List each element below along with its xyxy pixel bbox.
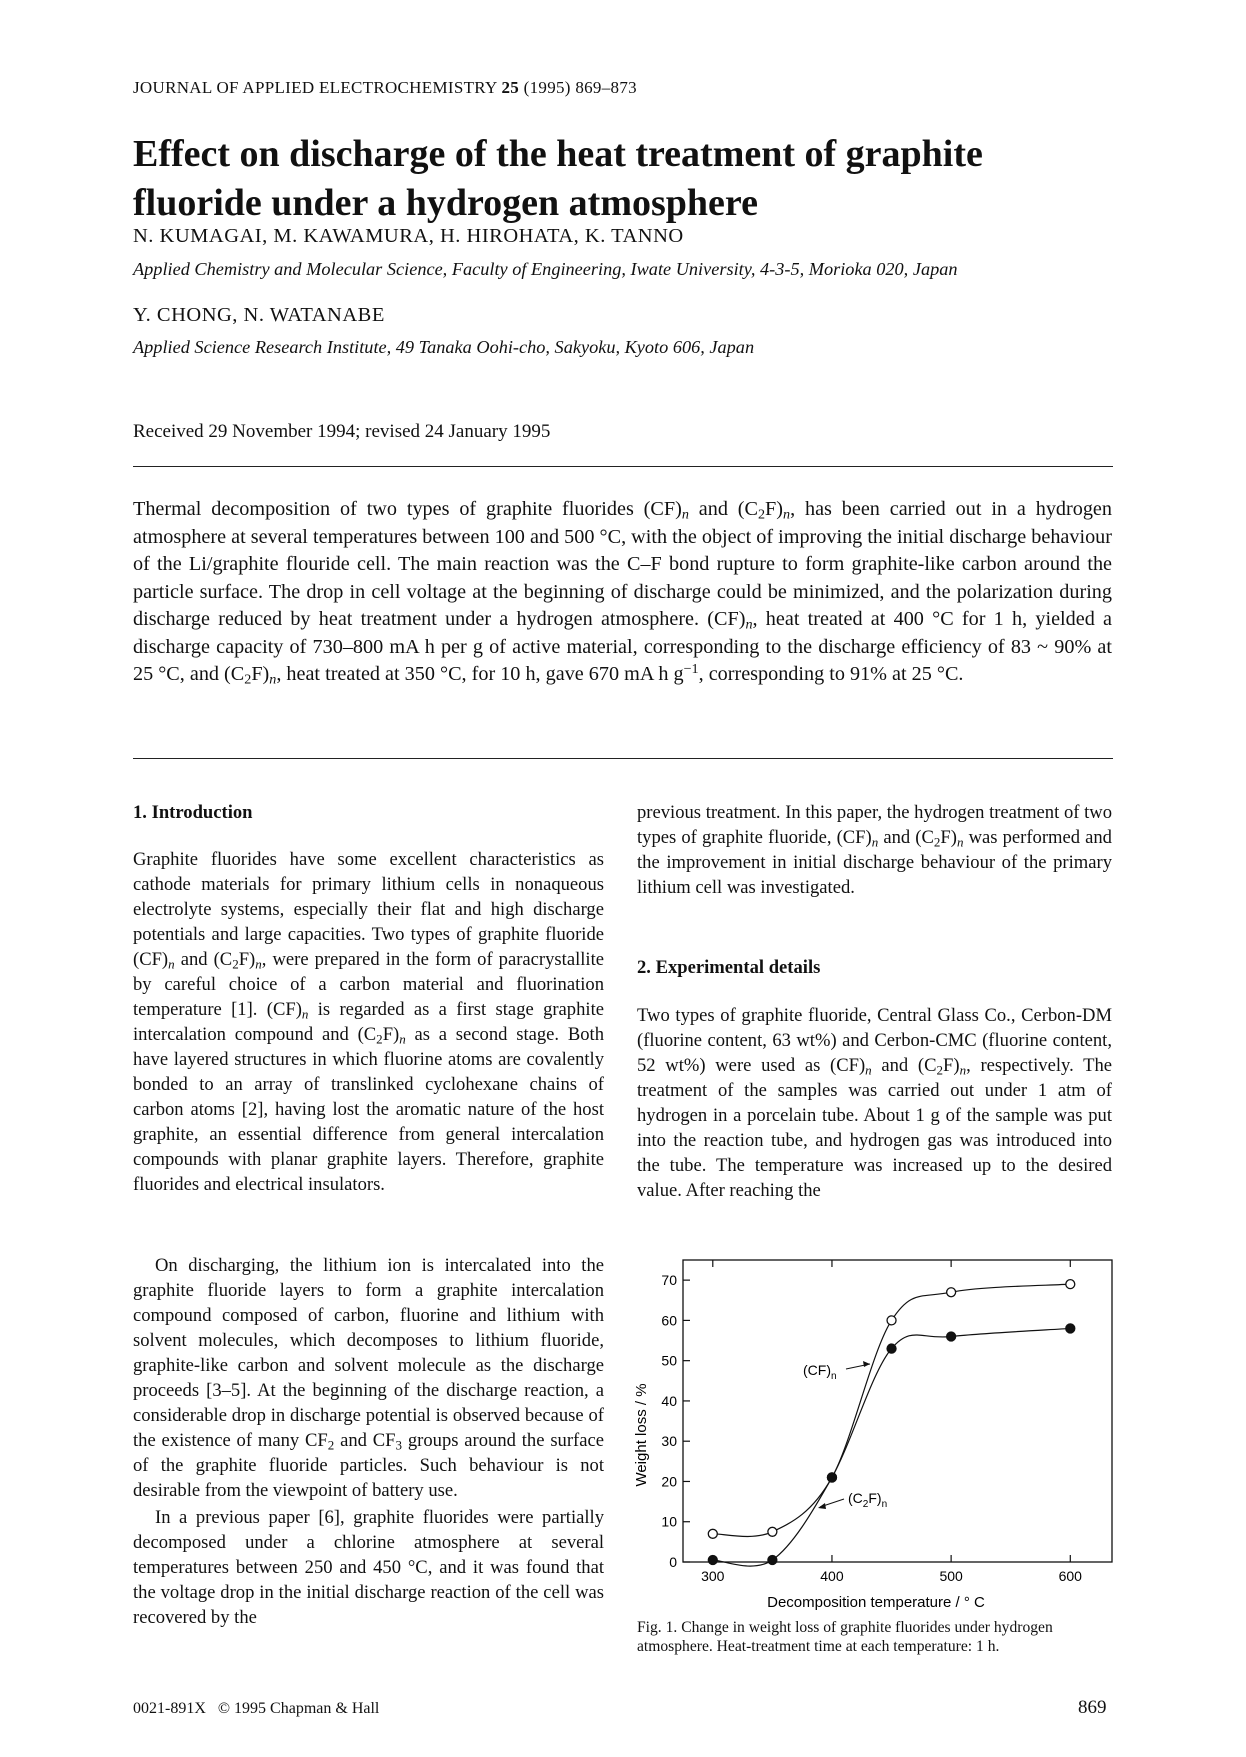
y-tick-label: 70 — [661, 1272, 677, 1289]
figure-caption: Fig. 1. Change in weight loss of graphite fluorides under hydrogen atmosphere. Heat-treatment time at each temperature: 1 h. — [637, 1619, 1053, 1655]
intro-paragraph-1: Graphite fluorides have some excellent characteristics as cathode materials for primary lithium cells in nonaqueous electrolyte systems, especially their flat and high discharge potentials and large capacities. Two types of graphite fluoride $(CF)_n$ and $(C_2F)_n$, were prepared in the form of paracrystallite by careful choice of a carbon material and fluorination temperature [1]. $(CF)_n$ is regarded as a first stage graphite intercalation compound and $(C_2F)_n$ as a second stage. Both have layered structures in which fluorine atoms are covalently bonded to an array of translinked cyclohexane chains of carbon atoms [2], having lost the aromatic nature of the host graphite, an essential difference from general intercalation compounds with planar graphite layers. Therefore, graphite fluorides and electrical insulators. — [133, 849, 604, 1195]
data-point-s1-2 — [827, 1473, 836, 1482]
data-point-s0-3 — [887, 1316, 896, 1325]
footer-copyright: 0021-891X © 1995 Chapman & Hall — [133, 1700, 380, 1717]
plot-frame — [683, 1260, 1112, 1562]
right-paragraph-1: previous treatment. In this paper, the hydrogen treatment of two types of graphite fluoride, $(CF)_n$ and $(C_2F)_n$ was performed and the improvement in initial discharge behaviour of the primary lithium cell was investigated. — [637, 802, 1112, 898]
abstract: Thermal decomposition of two types of graphite fluorides $(CF)_n$ and $(C_2F)_n$, has been carried out in a hydrogen atmosphere at several temperatures between 100 and 500 °C, with the object of improving the initial discharge behaviour of the Li/graphite flouride cell. The main reaction was the C–F bond rupture to form graphite-like carbon around the particle surface. The drop in cell voltage at the beginning of discharge could be minimized, and the polarization during discharge reduced by heat treatment under a hydrogen atmosphere. $(CF)_n$, heat treated at 400 °C for 1 h, yielded a discharge capacity of 730–800 mA h per g of active material, corresponding to the discharge efficiency of 83 ~ 90% at 25 °C, and $(C_2F)_n$, heat treated at 350 °C, for 10 h, gave 670 mA h $g^{-1}$, corresponding to 91% at 25 °C. — [133, 498, 1113, 688]
journal-header — [133, 78, 637, 98]
y-axis-label: Weight loss / % — [633, 1383, 650, 1487]
page-number: 869 — [1078, 1697, 1107, 1718]
title-line-1: Effect on discharge of the heat treatment of graphite — [133, 133, 983, 175]
weight-loss-chart — [620, 1255, 1120, 1615]
intro-paragraph-2: On discharging, the lithium ion is intercalated into the graphite fluoride layers to form a graphite intercalation compound composed of carbon, fluorine and lithium with solvent molecules, which decomposes to lithium fluoride, graphite-like carbon and solvent molecule as the discharge proceeds [3–5]. At the beginning of the discharge reaction, a considerable drop in discharge potential is observed because of the existence of many $CF_2$ and $CF_3$ groups around the surface of the graphite fluoride particles. Such behaviour is not desirable from the viewpoint of battery use. — [133, 1255, 604, 1501]
x-tick-label: 600 — [1058, 1568, 1082, 1584]
affiliation-1: Applied Chemistry and Molecular Science, Faculty of Engineering, Iwate University, 4-3-5, Morioka 020, Japan — [133, 259, 958, 279]
divider-bottom — [133, 758, 1113, 759]
intro-paragraph-3: In a previous paper [6], graphite fluorides were partially decomposed under a chlorine atmosphere at several temperatures between 250 and 450 °C, and it was found that the voltage drop in the initial discharge reaction of the cell was recovered by the — [133, 1507, 604, 1628]
y-tick-label: 50 — [661, 1352, 677, 1369]
y-tick-label: 10 — [661, 1513, 677, 1530]
divider-top — [133, 466, 1113, 467]
data-point-s0-0 — [708, 1529, 717, 1538]
received-date: Received 29 November 1994; revised 24 January 1995 — [133, 421, 551, 442]
y-tick-label: 20 — [661, 1473, 677, 1490]
y-tick-label: 30 — [661, 1433, 677, 1450]
data-point-s0-5 — [1066, 1280, 1075, 1289]
cf-label-arrowhead — [863, 1361, 870, 1367]
experimental-paragraph: Two types of graphite fluoride, Central Glass Co., Cerbon-DM (fluorine content, 63 wt%) and Cerbon-CMC (fluorine content, 52 wt%) were used as $(CF)_n$ and $(C_2F)_n$, respectively. The treatment of the samples was carried out under 1 atm of hydrogen in a porcelain tube. About 1 g of the sample was put into the reaction tube, and hydrogen gas was introduced into the tube. The temperature was increased up to the desired value. After reaching the — [637, 1005, 1112, 1201]
x-tick-label: 300 — [701, 1568, 725, 1584]
x-axis-label: Decomposition temperature / ° C — [767, 1594, 985, 1611]
data-point-s0-4 — [947, 1288, 956, 1297]
journal-volume: 25 — [501, 78, 520, 97]
y-tick-label: 0 — [669, 1554, 677, 1570]
series-line-1 — [713, 1328, 1070, 1566]
c2f-series-label: $(C_2F)_n$ — [848, 1490, 888, 1510]
data-point-s1-4 — [947, 1332, 956, 1341]
data-point-s1-1 — [768, 1555, 777, 1564]
c2f-label-arrowhead — [818, 1503, 826, 1509]
affiliation-2: Applied Science Research Institute, 49 Tanaka Oohi-cho, Sakyoku, Kyoto 606, Japan — [133, 337, 755, 357]
y-tick-label: 60 — [661, 1312, 677, 1329]
x-tick-label: 500 — [939, 1568, 963, 1584]
authors-group-1: N. KUMAGAI, M. KAWAMURA, H. HIROHATA, K. TANNO — [133, 225, 684, 247]
journal-year-pages: (1995) 869–873 — [523, 78, 637, 97]
y-tick-label: 40 — [661, 1392, 677, 1409]
title-line-2: fluoride under a hydrogen atmosphere — [133, 182, 758, 224]
intro-heading: 1. Introduction — [133, 802, 253, 823]
x-tick-label: 400 — [820, 1568, 844, 1584]
paper-title — [133, 130, 1133, 228]
experimental-heading: 2. Experimental details — [637, 957, 821, 978]
journal-name: JOURNAL OF APPLIED ELECTROCHEMISTRY — [133, 78, 497, 97]
data-point-s1-5 — [1066, 1324, 1075, 1333]
data-point-s1-0 — [708, 1555, 717, 1564]
cf-series-label: $(CF)_n$ — [803, 1362, 837, 1382]
authors-group-2: Y. CHONG, N. WATANABE — [133, 304, 385, 326]
data-point-s1-3 — [887, 1344, 896, 1353]
data-point-s0-1 — [768, 1527, 777, 1536]
